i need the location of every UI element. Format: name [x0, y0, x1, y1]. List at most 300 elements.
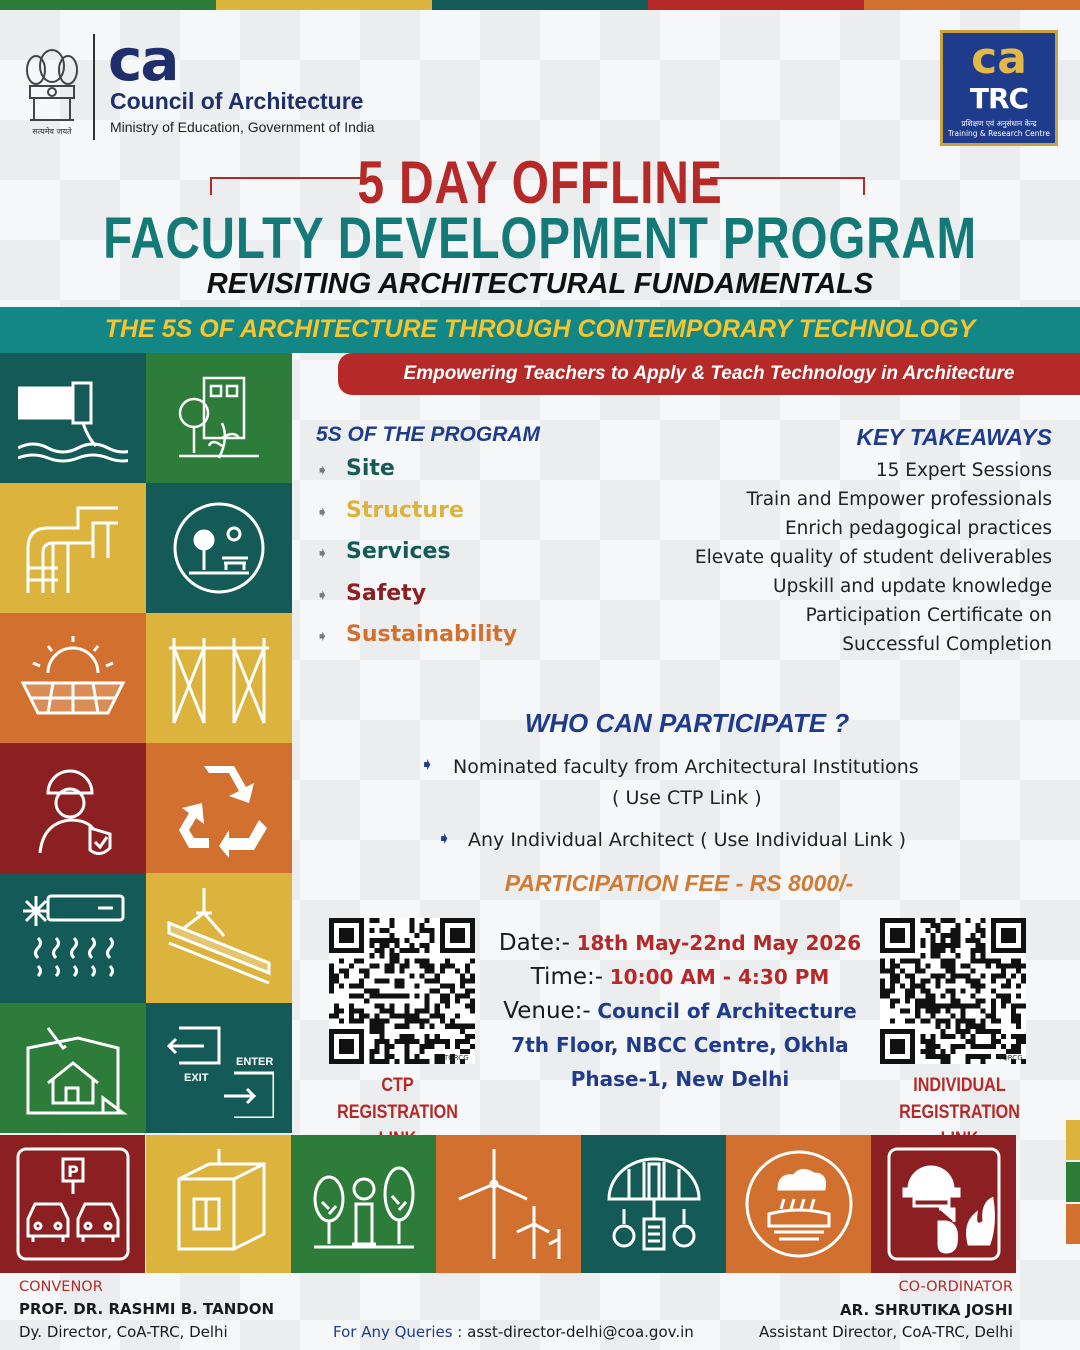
- qr-module: [981, 1054, 986, 1059]
- qr-module: [991, 958, 996, 963]
- qr-module: [405, 938, 410, 943]
- qr-module: [971, 948, 976, 953]
- qr-module: [415, 983, 420, 988]
- individual-label-line1: INDIVIDUAL: [913, 1075, 1006, 1096]
- qr-module: [950, 1014, 955, 1019]
- qr-module: [905, 1009, 910, 1014]
- qr-module: [405, 1019, 410, 1024]
- tile-sustainability-recycle: [146, 743, 292, 873]
- qr-module: [930, 923, 935, 928]
- qr-module: [1016, 994, 1021, 999]
- qr-module: [389, 1014, 394, 1019]
- qr-module: [950, 928, 955, 933]
- qr-module: [981, 958, 986, 963]
- qr-module: [966, 978, 971, 983]
- qr-module: [920, 1034, 925, 1039]
- venue-line-2: 7th Floor, NBCC Centre, Okhla: [511, 1033, 849, 1057]
- qr-module: [986, 1054, 991, 1059]
- qr-module: [1016, 1039, 1021, 1044]
- qr-module: [981, 1029, 986, 1034]
- qr-module: [930, 999, 935, 1004]
- qr-module: [940, 948, 945, 953]
- smart-building-icon: [594, 1144, 714, 1264]
- qr-module: [1016, 1024, 1021, 1029]
- qr-module: [435, 1059, 440, 1064]
- qr-module: [956, 1029, 961, 1034]
- qr-module: [950, 978, 955, 983]
- qr-module: [430, 1024, 435, 1029]
- qr-module: [890, 978, 895, 983]
- qr-module: [956, 953, 961, 958]
- qr-module: [920, 978, 925, 983]
- qr-module: [354, 994, 359, 999]
- participate-item-2: Any Individual Architect ( Use Individual Link ): [468, 829, 907, 851]
- qr-module: [961, 973, 966, 978]
- qr-module: [445, 958, 450, 963]
- qr-tag: TQRCG: [444, 1054, 469, 1062]
- qr-module: [950, 968, 955, 973]
- qr-module: [991, 973, 996, 978]
- qr-module: [405, 1004, 410, 1009]
- individual-qr-code[interactable]: [880, 918, 1026, 1064]
- qr-module: [991, 1014, 996, 1019]
- national-emblem-icon: [20, 36, 84, 136]
- qr-module: [971, 1039, 976, 1044]
- qr-module: [410, 1014, 415, 1019]
- qr-module: [880, 983, 885, 988]
- qr-module: [981, 1009, 986, 1014]
- qr-module: [981, 1059, 986, 1064]
- qr-module: [420, 963, 425, 968]
- qr-module: [329, 973, 334, 978]
- qr-module: [1011, 1019, 1016, 1024]
- ctp-qr-code[interactable]: [329, 918, 475, 1064]
- qr-module: [1001, 968, 1006, 973]
- qr-module: [470, 1009, 475, 1014]
- qr-module: [976, 988, 981, 993]
- trc-subtitle: [943, 119, 1055, 139]
- qr-module: [415, 1019, 420, 1024]
- qr-module: [981, 953, 986, 958]
- qr-module: [394, 943, 399, 948]
- queries-email[interactable]: asst-director-delhi@coa.gov.in: [467, 1323, 694, 1341]
- qr-module: [394, 953, 399, 958]
- qr-module: [945, 1054, 950, 1059]
- qr-module: [956, 943, 961, 948]
- qr-module: [425, 999, 430, 1004]
- qr-module: [930, 933, 935, 938]
- qr-module: [895, 963, 900, 968]
- qr-module: [374, 994, 379, 999]
- qr-module: [1001, 1034, 1006, 1039]
- qr-module: [1001, 1044, 1006, 1049]
- qr-module: [460, 973, 465, 978]
- qr-module: [1006, 999, 1011, 1004]
- qr-module: [470, 1034, 475, 1039]
- qr-module: [971, 1044, 976, 1049]
- qr-module: [430, 978, 435, 983]
- qr-module: [986, 958, 991, 963]
- qr-module: [430, 988, 435, 993]
- qr-module: [445, 1039, 450, 1044]
- qr-module: [961, 1019, 966, 1024]
- rainwater-harvest-icon: [739, 1144, 859, 1264]
- qr-module: [455, 1014, 460, 1019]
- qr-module: [389, 968, 394, 973]
- trc-hindi: प्रशिक्षण एवं अनुसंधान केन्द्र: [961, 119, 1037, 128]
- qr-module: [430, 1044, 435, 1049]
- qr-module: [890, 958, 895, 963]
- qr-module: [379, 994, 384, 999]
- qr-module: [410, 943, 415, 948]
- qr-module: [359, 968, 364, 973]
- qr-module: [996, 1019, 1001, 1024]
- qr-module: [956, 973, 961, 978]
- qr-module: [976, 1024, 981, 1029]
- qr-module: [405, 1039, 410, 1044]
- qr-module: [384, 928, 389, 933]
- side-strip-mustard: [1066, 1162, 1080, 1202]
- qr-module: [915, 1014, 920, 1019]
- qr-module: [986, 1014, 991, 1019]
- qr-module: [425, 1004, 430, 1009]
- qr-module: [915, 1009, 920, 1014]
- qr-module: [956, 938, 961, 943]
- qr-module: [410, 923, 415, 928]
- qr-module: [364, 999, 369, 1004]
- ctp-label-line1: CTP: [381, 1075, 414, 1096]
- qr-module: [956, 1019, 961, 1024]
- qr-module: [935, 953, 940, 958]
- qr-module: [384, 994, 389, 999]
- coordinator-role: Assistant Director, CoA-TRC, Delhi: [759, 1323, 1013, 1341]
- qr-module: [379, 1009, 384, 1014]
- qr-module: [430, 938, 435, 943]
- qr-module: [925, 963, 930, 968]
- qr-module: [966, 1054, 971, 1059]
- qr-module: [1011, 1009, 1016, 1014]
- qr-module: [379, 1024, 384, 1029]
- qr-module: [945, 963, 950, 968]
- side-strip-green: [1066, 1204, 1080, 1244]
- wind-turbine-icon: [449, 1144, 569, 1264]
- qr-module: [405, 1054, 410, 1059]
- qr-module: [329, 968, 334, 973]
- qr-module: [369, 938, 374, 943]
- participation-fee: PARTICIPATION FEE - RS 8000/-: [504, 870, 854, 896]
- qr-module: [950, 933, 955, 938]
- qr-module: [379, 1059, 384, 1064]
- qr-module: [910, 988, 915, 993]
- qr-module: [430, 1014, 435, 1019]
- qr-module: [966, 918, 971, 923]
- qr-module: [910, 983, 915, 988]
- qr-module: [971, 978, 976, 983]
- qr-module: [455, 1044, 460, 1049]
- qr-module: [465, 1004, 470, 1009]
- qr-module: [1016, 963, 1021, 968]
- qr-module: [880, 994, 885, 999]
- qr-module: [950, 943, 955, 948]
- qr-module: [1016, 968, 1021, 973]
- qr-module: [410, 1039, 415, 1044]
- tagline-text: Empowering Teachers to Apply & Teach Technology in Architecture: [403, 363, 1015, 384]
- qr-module: [445, 1004, 450, 1009]
- qr-module: [369, 928, 374, 933]
- takeaway-item: Elevate quality of student deliverables: [694, 547, 1052, 568]
- tile-fire-safety: [871, 1135, 1016, 1273]
- qr-module: [349, 994, 354, 999]
- qr-module: [420, 928, 425, 933]
- qr-module: [890, 1019, 895, 1024]
- five-s-item: [316, 581, 517, 623]
- qr-module: [389, 1054, 394, 1059]
- qr-module: [925, 1004, 930, 1009]
- convenor-name: PROF. DR. RASHMI B. TANDON: [19, 1300, 275, 1318]
- qr-module: [940, 943, 945, 948]
- tile-parking: [0, 1135, 145, 1273]
- venue-line-1: Council of Architecture: [597, 999, 857, 1023]
- qr-module: [354, 958, 359, 963]
- event-date: [490, 926, 870, 960]
- qr-module: [379, 1029, 384, 1034]
- qr-module: [905, 999, 910, 1004]
- qr-finder-module: [890, 1039, 905, 1054]
- qr-module: [956, 1024, 961, 1029]
- qr-module: [930, 994, 935, 999]
- qr-module: [1006, 963, 1011, 968]
- qr-module: [981, 948, 986, 953]
- tile-trees: [291, 1135, 436, 1273]
- tile-site-drain: [0, 353, 146, 483]
- qr-module: [339, 1009, 344, 1014]
- event-venue: [490, 994, 870, 1028]
- qr-module: [925, 1019, 930, 1024]
- qr-module: [364, 988, 369, 993]
- qr-module: [339, 1019, 344, 1024]
- qr-module: [905, 958, 910, 963]
- qr-module: [435, 988, 440, 993]
- ministry-text: Ministry of Education, Government of India: [110, 119, 375, 135]
- exit-enter-icon: [164, 1018, 274, 1118]
- qr-module: [405, 1009, 410, 1014]
- qr-module: [450, 983, 455, 988]
- qr-module: [976, 983, 981, 988]
- qr-module: [465, 994, 470, 999]
- qr-module: [945, 988, 950, 993]
- qr-module: [940, 1034, 945, 1039]
- qr-module: [369, 1029, 374, 1034]
- qr-module: [950, 1044, 955, 1049]
- qr-module: [920, 968, 925, 973]
- qr-module: [971, 1034, 976, 1039]
- qr-module: [925, 994, 930, 999]
- qr-module: [369, 943, 374, 948]
- qr-module: [976, 978, 981, 983]
- qr-module: [450, 1024, 455, 1029]
- five-s-label: Safety: [346, 580, 427, 606]
- qr-module: [389, 953, 394, 958]
- qr-module: [384, 1049, 389, 1054]
- qr-module: [925, 918, 930, 923]
- qr-module: [460, 1039, 465, 1044]
- qr-module: [920, 988, 925, 993]
- qr-module: [935, 983, 940, 988]
- qr-module: [470, 958, 475, 963]
- qr-module: [920, 983, 925, 988]
- qr-module: [971, 953, 976, 958]
- qr-module: [940, 994, 945, 999]
- qr-finder-module: [450, 928, 465, 943]
- qr-module: [900, 958, 905, 963]
- qr-module: [344, 973, 349, 978]
- qr-module: [945, 933, 950, 938]
- qr-module: [369, 953, 374, 958]
- participate-item-1-note: ( Use CTP Link ): [612, 787, 762, 809]
- qr-module: [1011, 1004, 1016, 1009]
- qr-module: [1006, 983, 1011, 988]
- bullet-arrow-icon: ➧: [316, 585, 329, 604]
- coa-trc-logo: [940, 30, 1058, 146]
- qr-module: [905, 988, 910, 993]
- qr-module: [890, 963, 895, 968]
- qr-module: [369, 1024, 374, 1029]
- qr-module: [940, 1049, 945, 1054]
- qr-module: [425, 1034, 430, 1039]
- qr-module: [950, 938, 955, 943]
- qr-module: [971, 1024, 976, 1029]
- qr-module: [359, 1019, 364, 1024]
- qr-module: [389, 948, 394, 953]
- qr-module: [945, 918, 950, 923]
- qr-module: [966, 963, 971, 968]
- qr-module: [415, 1054, 420, 1059]
- qr-module: [460, 978, 465, 983]
- qr-module: [996, 958, 1001, 963]
- side-strip-red: [1066, 1120, 1080, 1160]
- qr-module: [384, 978, 389, 983]
- qr-module: [384, 943, 389, 948]
- qr-module: [374, 1059, 379, 1064]
- qr-module: [900, 1009, 905, 1014]
- steel-beam-icon: [164, 888, 274, 988]
- qr-module: [455, 999, 460, 1004]
- bullet-arrow-icon: ➧: [437, 829, 452, 849]
- qr-module: [435, 1054, 440, 1059]
- qr-module: [930, 1054, 935, 1059]
- qr-module: [1001, 963, 1006, 968]
- qr-module: [329, 1014, 334, 1019]
- qr-module: [940, 973, 945, 978]
- five-s-label: Structure: [346, 497, 464, 523]
- qr-module: [374, 1024, 379, 1029]
- qr-module: [455, 1039, 460, 1044]
- tile-box-structure: [146, 1135, 291, 1273]
- parking-sign-label: P: [66, 1162, 79, 1181]
- qr-module: [349, 963, 354, 968]
- emblem-motto: सत्यमेव जयते: [32, 127, 72, 136]
- takeaway-item: Train and Empower professionals: [746, 489, 1052, 510]
- qr-module: [910, 1019, 915, 1024]
- qr-module: [410, 918, 415, 923]
- qr-module: [410, 1034, 415, 1039]
- qr-module: [996, 973, 1001, 978]
- program-heading: 5S OF THE PROGRAM: [316, 423, 541, 446]
- qr-module: [455, 1024, 460, 1029]
- qr-module: [379, 1019, 384, 1024]
- qr-module: [435, 973, 440, 978]
- qr-finder-module: [339, 1039, 354, 1054]
- qr-module: [410, 973, 415, 978]
- qr-module: [440, 983, 445, 988]
- qr-module: [1016, 983, 1021, 988]
- qr-module: [405, 1049, 410, 1054]
- qr-module: [394, 978, 399, 983]
- qr-module: [971, 1054, 976, 1059]
- qr-module: [334, 1014, 339, 1019]
- qr-module: [961, 963, 966, 968]
- qr-module: [930, 948, 935, 953]
- qr-module: [971, 968, 976, 973]
- qr-module: [344, 968, 349, 973]
- qr-module: [1001, 983, 1006, 988]
- qr-module: [435, 978, 440, 983]
- qr-module: [1011, 963, 1016, 968]
- qr-module: [971, 958, 976, 963]
- qr-module: [925, 1039, 930, 1044]
- qr-module: [470, 973, 475, 978]
- fire-safety-icon: [884, 1144, 1004, 1264]
- venue-line-3: Phase-1, New Delhi: [570, 1067, 790, 1091]
- qr-module: [940, 963, 945, 968]
- queries-line: [333, 1323, 694, 1341]
- qr-module: [470, 1004, 475, 1009]
- qr-module: [349, 1004, 354, 1009]
- qr-module: [389, 923, 394, 928]
- qr-module: [940, 938, 945, 943]
- qr-module: [961, 1029, 966, 1034]
- qr-module: [384, 1019, 389, 1024]
- qr-module: [1006, 994, 1011, 999]
- qr-module: [976, 1054, 981, 1059]
- qr-module: [925, 999, 930, 1004]
- qr-module: [935, 1054, 940, 1059]
- qr-module: [935, 1044, 940, 1049]
- qr-module: [976, 1044, 981, 1049]
- qr-module: [394, 938, 399, 943]
- qr-module: [334, 973, 339, 978]
- qr-module: [359, 958, 364, 963]
- qr-module: [440, 963, 445, 968]
- qr-module: [1021, 1004, 1026, 1009]
- qr-module: [379, 938, 384, 943]
- qr-module: [986, 1044, 991, 1049]
- qr-module: [399, 1024, 404, 1029]
- qr-module: [339, 968, 344, 973]
- qr-module: [961, 1004, 966, 1009]
- qr-module: [945, 958, 950, 963]
- qr-module: [374, 1004, 379, 1009]
- qr-module: [425, 958, 430, 963]
- qr-module: [415, 1009, 420, 1014]
- qr-module: [374, 978, 379, 983]
- qr-module: [445, 1024, 450, 1029]
- qr-module: [405, 994, 410, 999]
- qr-module: [435, 1009, 440, 1014]
- theme-band-text: THE 5S OF ARCHITECTURE THROUGH CONTEMPORARY TECHNOLOGY: [104, 315, 976, 343]
- qr-module: [910, 994, 915, 999]
- qr-module: [930, 1049, 935, 1054]
